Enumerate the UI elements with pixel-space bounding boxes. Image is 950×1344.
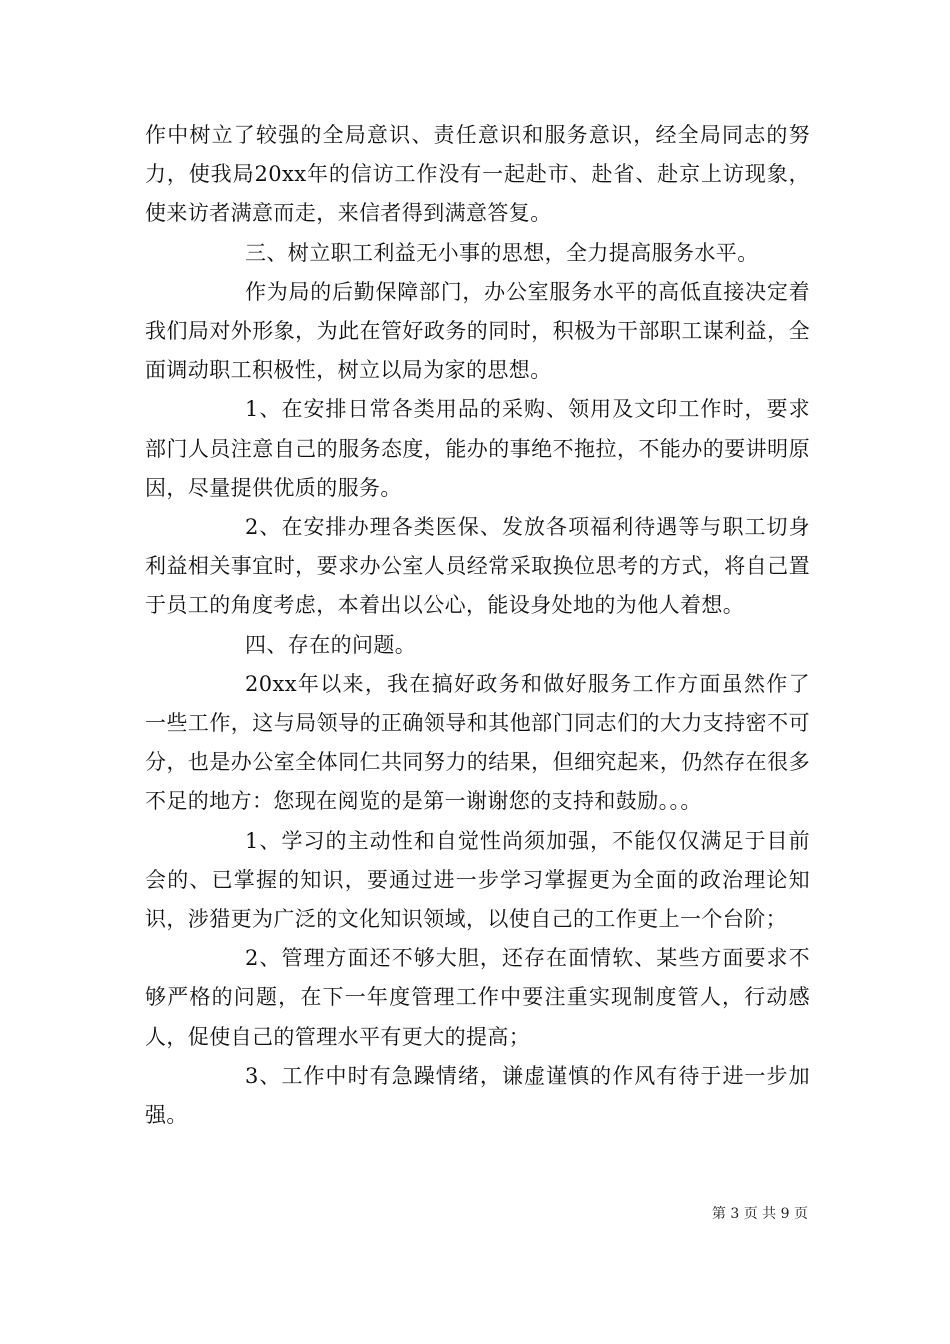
list-item-2: 2、在安排办理各类医保、发放各项福利待遇等与职工切身利益相关事宜时，要求办公室人员经常采取换位思考的方式，将自己置于员工的角度考虑，本着出以公心，能设身处地的为他人着想。 <box>145 515 810 618</box>
list-item-2: 2、管理方面还不够大胆，还存在面情软、某些方面要求不够严格的问题，在下一年度管理工作中要注重实现制度管人，行动感人，促使自己的管理水平有更大的提高； <box>145 946 810 1049</box>
document-body <box>145 116 810 1135</box>
paragraph: 20xx年以来，我在搞好政务和做好服务工作方面虽然作了一些工作，这与局领导的正确领导和其他部门同志们的大力支持密不可分，也是办公室全体同仁共同努力的结果，但细究起来，仍然存在很多不足的地方：您现在阅览的是第一谢谢您的支持和鼓励。。。 <box>145 671 810 814</box>
list-item-3: 3、工作中时有急躁情绪，谦虚谨慎的作风有待于进一步加强。 <box>145 1063 810 1128</box>
paragraph-continuation: 作中树立了较强的全局意识、责任意识和服务意识，经全局同志的努力，使我局20xx年的信访工作没有一起赴市、赴省、赴京上访现象，使来访者满意而走，来信者得到满意答复。 <box>145 123 810 226</box>
paragraph: 作为局的后勤保障部门，办公室服务水平的高低直接决定着我们局对外形象，为此在管好政务的同时，积极为干部职工谋利益，全面调动职工积极性，树立以局为家的思想。 <box>145 279 810 383</box>
section-heading-four: 四、存在的问题。 <box>245 632 417 657</box>
list-item-1: 1、在安排日常各类用品的采购、领用及文印工作时，要求部门人员注意自己的服务态度，能办的事绝不拖拉，不能办的要讲明原因，尽量提供优质的服务。 <box>145 397 810 500</box>
page-number: 第 3 页 共 9 页 <box>711 1206 808 1222</box>
section-heading-three: 三、树立职工利益无小事的思想，全力提高服务水平。 <box>245 240 759 265</box>
list-item-1: 1、学习的主动性和自觉性尚须加强，不能仅仅满足于目前会的、已掌握的知识，要通过进一步学习掌握更为全面的政治理论知识，涉猎更为广泛的文化知识领域，以使自己的工作更上一个台阶； <box>145 828 810 932</box>
